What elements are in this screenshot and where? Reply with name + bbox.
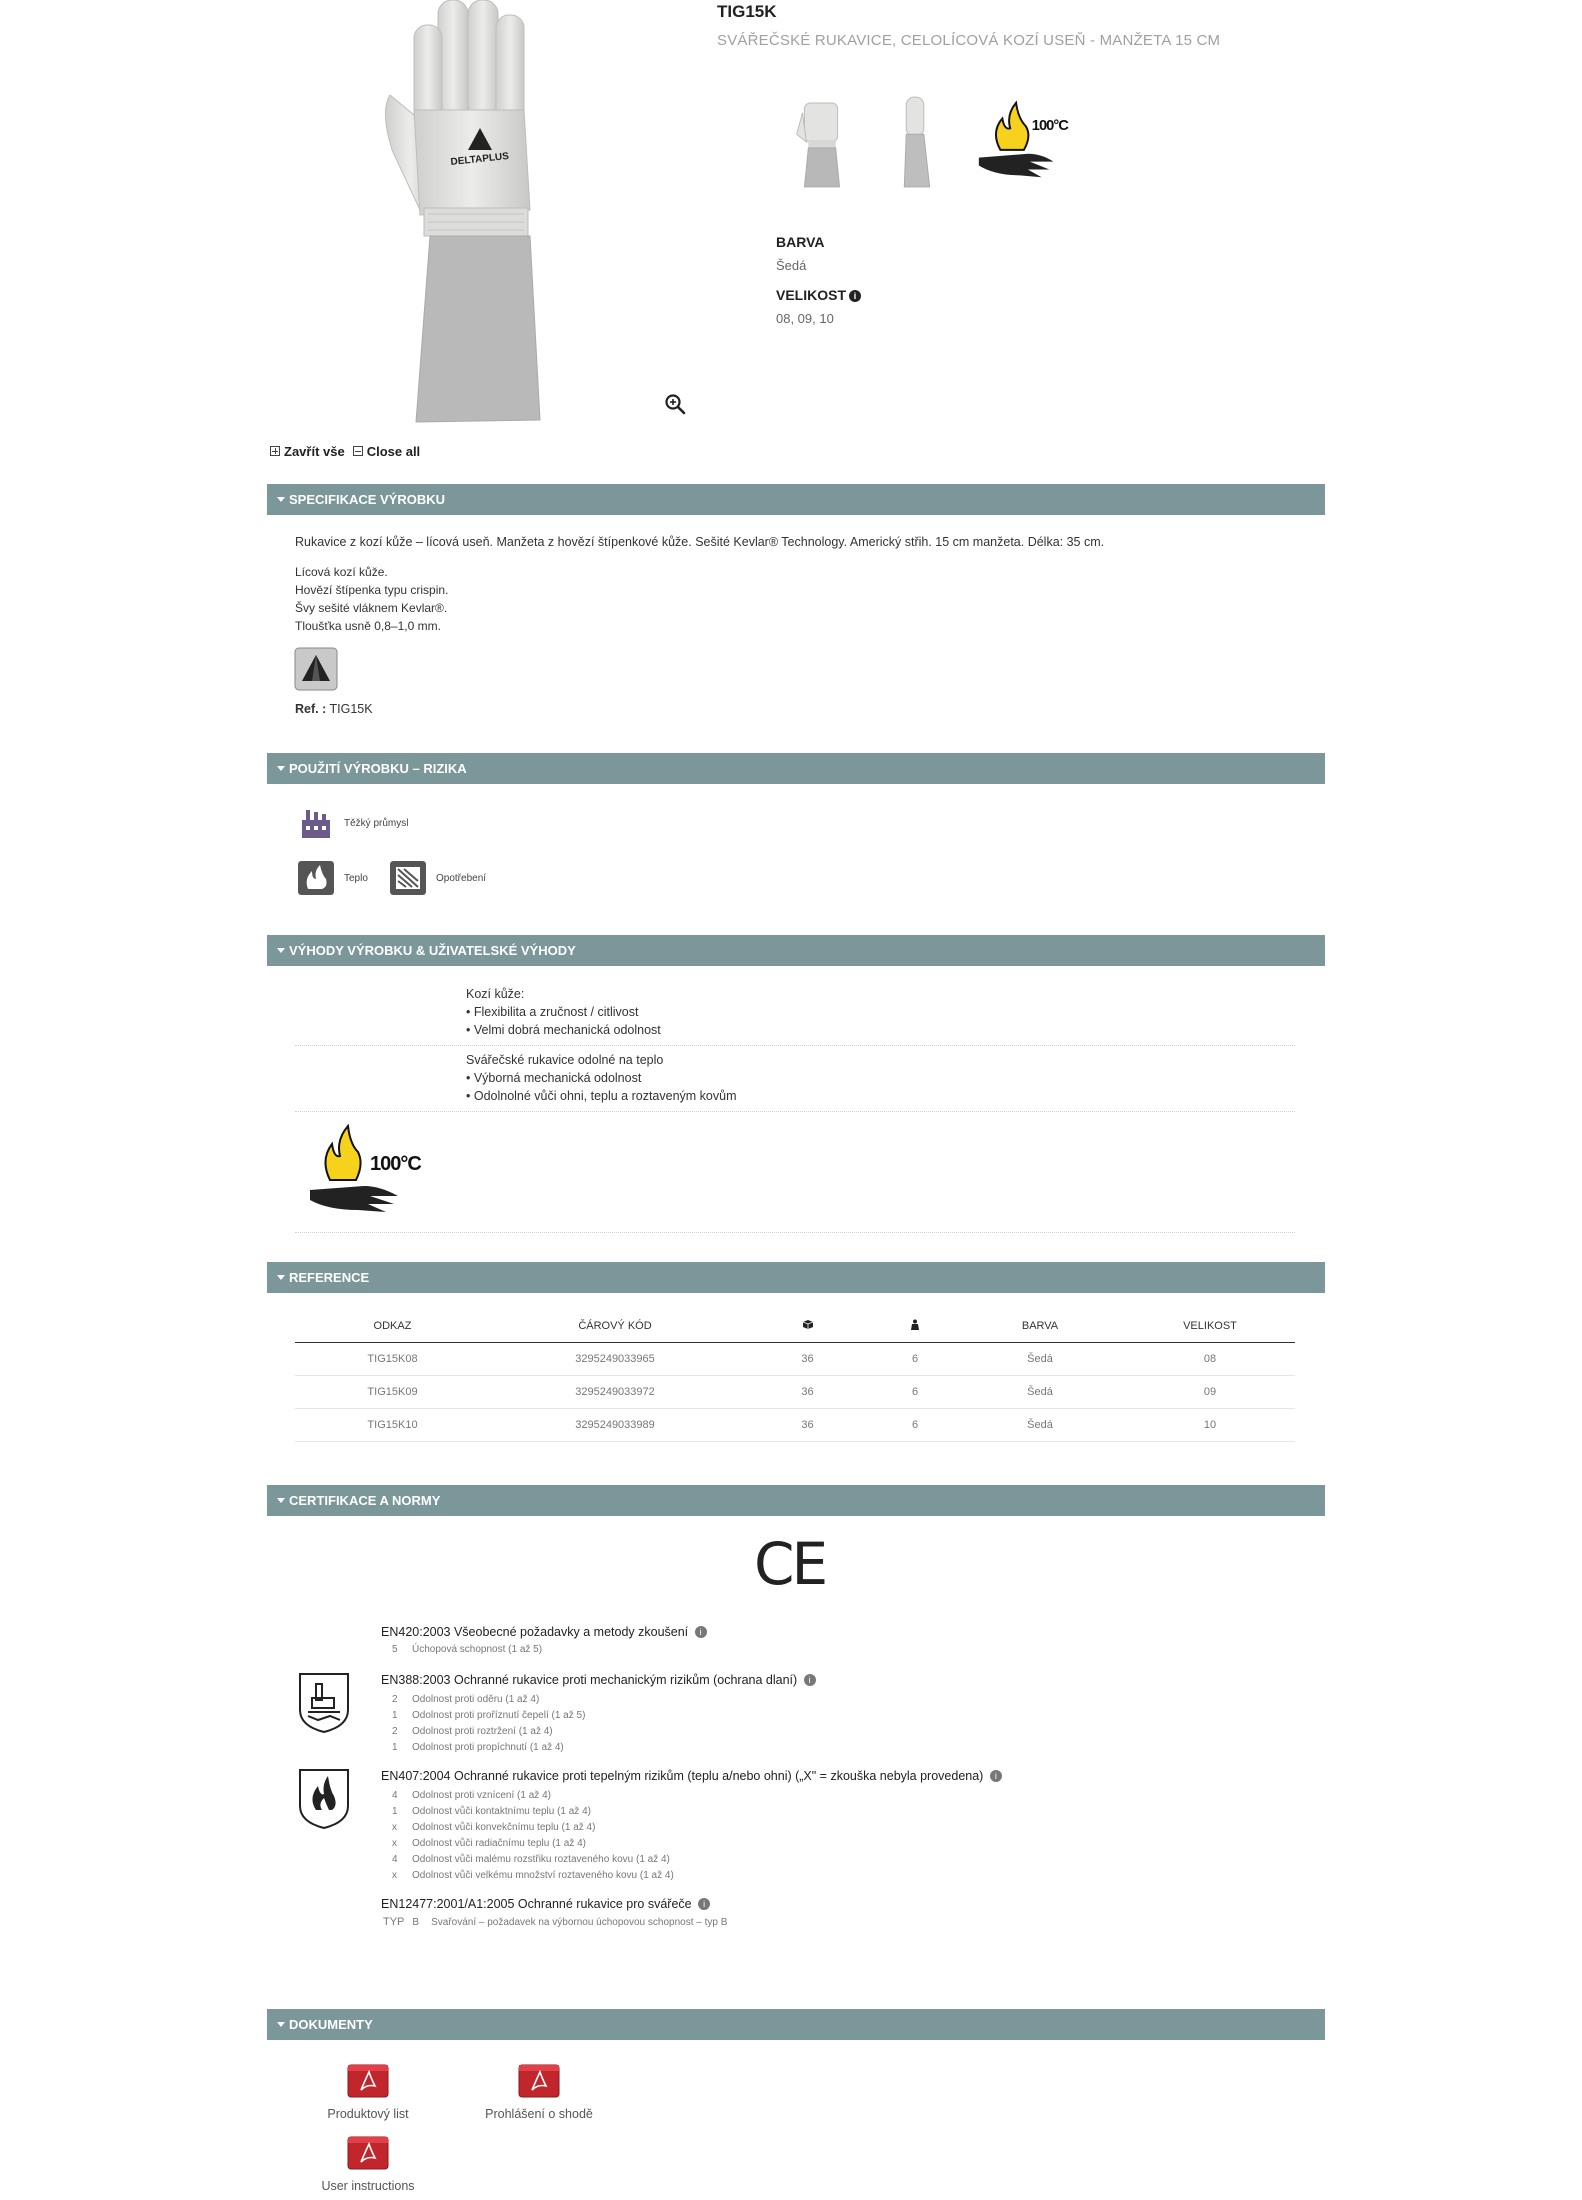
col-header-ref: ODKAZ [295, 1310, 490, 1342]
heat-risk-icon [298, 861, 334, 895]
col-header-color: BARVA [955, 1310, 1125, 1342]
info-icon[interactable]: i [695, 1626, 707, 1638]
table-row[interactable]: TIG15K08 3295249033965 36 6 Šedá 08 [295, 1342, 1295, 1375]
benefits-group-2: Svářečské rukavice odolné na teplo • Výborná mechanická odolnost • Odolnolné vůči ohni, teplu a roztaveným kovům [466, 1053, 737, 1103]
heat-100c-pictogram [306, 1124, 426, 1214]
table-row[interactable]: TIG15K09 3295249033972 36 6 Šedá 09 [295, 1375, 1295, 1408]
norm-en388-title: EN388:2003 Ochranné rukavice proti mechanickým rizikům (ochrana dlaní) i [381, 1673, 816, 1687]
doc-label: User instructions [321, 2179, 415, 2193]
svg-text:100°C: 100°C [370, 1153, 421, 1175]
section-header-reference[interactable]: REFERENCE [267, 1262, 1325, 1293]
norm-en420-title: EN420:2003 Všeobecné požadavky a metody zkoušení i [381, 1625, 707, 1639]
close-all-toggle[interactable]: Close all [353, 444, 420, 459]
divider [295, 1045, 1295, 1046]
pdf-icon [518, 2064, 560, 2098]
spec-lines: Lícová kozí kůže. Hovězí štípenka typu crispin. Švy sešité vláknem Kevlar®. Tloušťka usně 0,8–1,0 mm. [295, 565, 449, 633]
color-value: Šedá [776, 258, 807, 273]
norm-en12477-type: TYP B Svařování – požadavek na výbornou úchopovou schopnost – typ B [383, 1916, 728, 1928]
pdf-icon [347, 2136, 389, 2170]
info-icon[interactable]: i [849, 290, 861, 302]
svg-text:100°C: 100°C [1031, 118, 1068, 135]
doc-declaration[interactable] [474, 2064, 604, 2121]
table-header-row [295, 1310, 1295, 1342]
table-row[interactable]: TIG15K10 3295249033989 36 6 Šedá 10 [295, 1408, 1295, 1441]
risk-heat-label: Teplo [344, 873, 368, 884]
usage-sector-label: Těžký průmysl [344, 818, 409, 829]
reference-table [295, 1310, 1295, 1442]
thumbnail-heat-100c[interactable] [970, 92, 1070, 192]
norm-en420-row: 5 Úchopová schopnost (1 až 5) [392, 1644, 543, 1655]
section-header-docs[interactable]: DOKUMENTY [267, 2009, 1325, 2040]
col-header-box-icon [740, 1310, 875, 1342]
plus-square-icon [270, 446, 280, 456]
person-icon [910, 1319, 920, 1330]
doc-label: Prohlášení o shodě [485, 2107, 593, 2121]
pdf-icon [347, 2064, 389, 2098]
section-header-cert[interactable]: CERTIFIKACE A NORMY [267, 1485, 1325, 1516]
open-all-toggle[interactable]: Zavřít vše [270, 444, 345, 459]
color-label: BARVA [776, 234, 825, 250]
product-main-image[interactable] [380, 0, 580, 425]
section-header-benefits[interactable]: VÝHODY VÝROBKU & UŽIVATELSKÉ VÝHODY [267, 935, 1325, 966]
thumbnail-front[interactable] [782, 92, 862, 192]
doc-label: Produktový list [327, 2107, 409, 2121]
norm-en12477-title: EN12477:2001/A1:2005 Ochranné rukavice pro svářeče i [381, 1897, 710, 1911]
spec-description: Rukavice z kozí kůže – lícová useň. Manžeta z hovězí štípenkové kůže. Sešité Kevlar® Technology. Americký střih. 15 cm manžeta. Délka: 35 cm. [295, 535, 1105, 549]
divider [295, 1111, 1295, 1112]
ce-mark: CE [754, 1530, 826, 1598]
info-icon[interactable]: i [990, 1770, 1002, 1782]
doc-user-instructions[interactable] [313, 2136, 423, 2193]
product-subtitle: SVÁŘEČSKÉ RUKAVICE, CELOLÍCOVÁ KOZÍ USEŇ - MANŽETA 15 CM [717, 32, 1221, 49]
norm-en407-rows: 4 Odolnost proti vznícení (1 až 4) 1 Odolnost vůči kontaktnímu teplu (1 až 4) x Odolnost vůči konvekčnímu teplu (1 až 4) x Odolnost vůči radiačnímu teplu (1 až 4) 4 Odolnost vůči malému rozstřiku roztaveného kovu (1 až 4) x Odolnost vůči velkému množství roztaveného kovu (1 až 4) [392, 1790, 674, 1881]
product-title: TIG15K [717, 2, 777, 21]
size-label: VELIKOST [776, 287, 847, 303]
spec-ref: Ref. : TIG15K [295, 702, 373, 716]
en407-heat-pictogram [296, 1766, 352, 1830]
norm-en407-title: EN407:2004 Ochranné rukavice proti tepelným rizikům (teplu a/nebo ohni) („X" = zkouška nebyla provedena) i [381, 1769, 1002, 1783]
norm-en388-rows: 2 Odolnost proti oděru (1 až 4) 1 Odolnost proti proříznutí čepelí (1 až 5) 2 Odolnost proti roztržení (1 až 4) 1 Odolnost proti propíchnutí (1 až 4) [392, 1694, 586, 1753]
minus-square-icon [353, 446, 363, 456]
deltaplus-brand-icon [294, 647, 338, 691]
size-label-row [776, 287, 861, 303]
risk-abrasion-label: Opotřebení [436, 873, 487, 884]
heavy-industry-icon [298, 806, 334, 840]
abrasion-risk-icon [390, 861, 426, 895]
info-icon[interactable]: i [698, 1898, 710, 1910]
thumbnail-side[interactable] [876, 92, 956, 192]
info-icon[interactable]: i [804, 1674, 816, 1686]
box-icon [802, 1319, 814, 1330]
col-header-size: VELIKOST [1125, 1310, 1295, 1342]
svg-text:DELTAPLUS: DELTAPLUS [450, 150, 510, 169]
divider [295, 1232, 1295, 1233]
section-header-usage[interactable]: POUŽITÍ VÝROBKU – RIZIKA [267, 753, 1325, 784]
benefits-group-1: Kozí kůže: • Flexibilita a zručnost / citlivost • Velmi dobrá mechanická odolnost [466, 987, 661, 1037]
toggle-row [270, 444, 420, 459]
size-value: 08, 09, 10 [776, 311, 834, 326]
en388-mechanical-pictogram [296, 1670, 352, 1734]
section-header-spec[interactable]: SPECIFIKACE VÝROBKU [267, 484, 1325, 515]
doc-product-sheet[interactable] [318, 2064, 418, 2121]
zoom-icon[interactable] [663, 392, 687, 416]
col-header-unit-icon [875, 1310, 955, 1342]
col-header-barcode: ČÁROVÝ KÓD [490, 1310, 740, 1342]
